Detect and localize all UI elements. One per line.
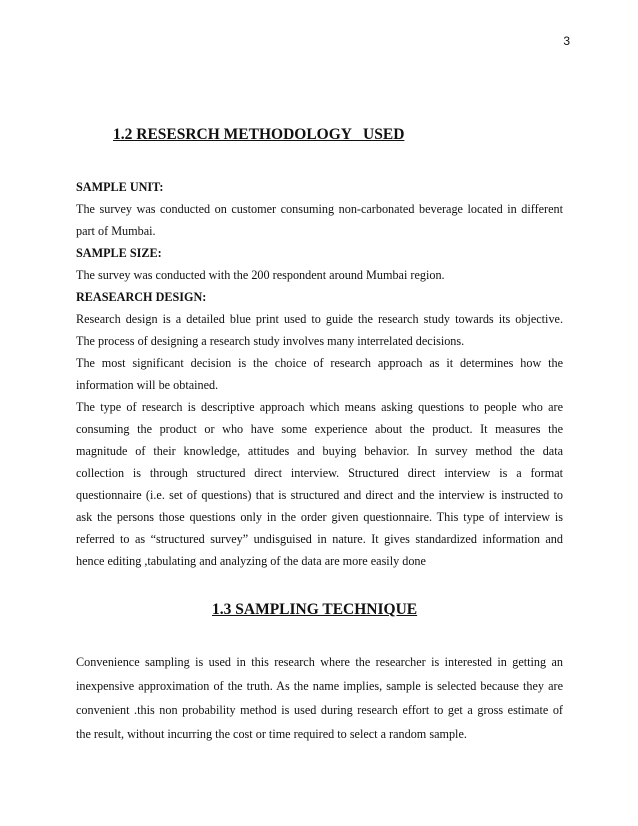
paragraph-line: information will be obtained. [76, 378, 219, 392]
paragraph-line: inexpensive approximation of the truth. As the name implies, sample is selected because they are [76, 679, 563, 693]
section-heading-methodology: 1.2 RESESRCH METHODOLOGY USED [113, 126, 405, 143]
paragraph-line: referred to as “structured survey” undisguised in nature. It gives standardized information and [76, 532, 563, 546]
paragraph-line: the result, without incurring the cost or time required to select a random sample. [76, 727, 467, 741]
sample-size-label: SAMPLE SIZE: [76, 246, 162, 260]
paragraph-line: The survey was conducted on customer consuming non-carbonated beverage located in different [76, 202, 563, 216]
sampling-body [76, 650, 563, 746]
sample-unit-label: SAMPLE UNIT: [76, 180, 164, 194]
paragraph-line: collection is through structured direct interview. Structured direct interview is a format [76, 466, 563, 480]
paragraph-line: Convenience sampling is used in this research where the researcher is interested in getting an [76, 655, 563, 669]
paragraph-line: The type of research is descriptive approach which means asking questions to people who are [76, 400, 563, 414]
methodology-body [76, 176, 563, 572]
paragraph-line: The process of designing a research study involves many interrelated decisions. [76, 334, 465, 348]
paragraph-line: magnitude of their knowledge, attitudes and buying behavior. In survey method the data [76, 444, 563, 458]
paragraph-line: ask the persons those questions only in the order given questionnaire. This type of interview is [76, 510, 563, 524]
paragraph-line: The survey was conducted with the 200 respondent around Mumbai region. [76, 268, 445, 282]
paragraph-line: Research design is a detailed blue print used to guide the research study towards its objective. [76, 312, 563, 326]
paragraph-line: questionnaire (i.e. set of questions) that is structured and direct and the interview is instructed to [76, 488, 563, 502]
paragraph-line: hence editing ,tabulating and analyzing of the data are more easily done [76, 554, 426, 568]
page-number: 3 [563, 34, 570, 48]
paragraph-line: part of Mumbai. [76, 224, 156, 238]
research-design-label: REASEARCH DESIGN: [76, 290, 207, 304]
paragraph-line: consuming the product or who have some experience about the product. It measures the [76, 422, 563, 436]
paragraph-line: The most significant decision is the choice of research approach as it determines how the [76, 356, 563, 370]
section-heading-sampling: 1.3 SAMPLING TECHNIQUE [212, 601, 418, 618]
paragraph-line: convenient .this non probability method is used during research effort to get a gross estimate of [76, 703, 563, 717]
